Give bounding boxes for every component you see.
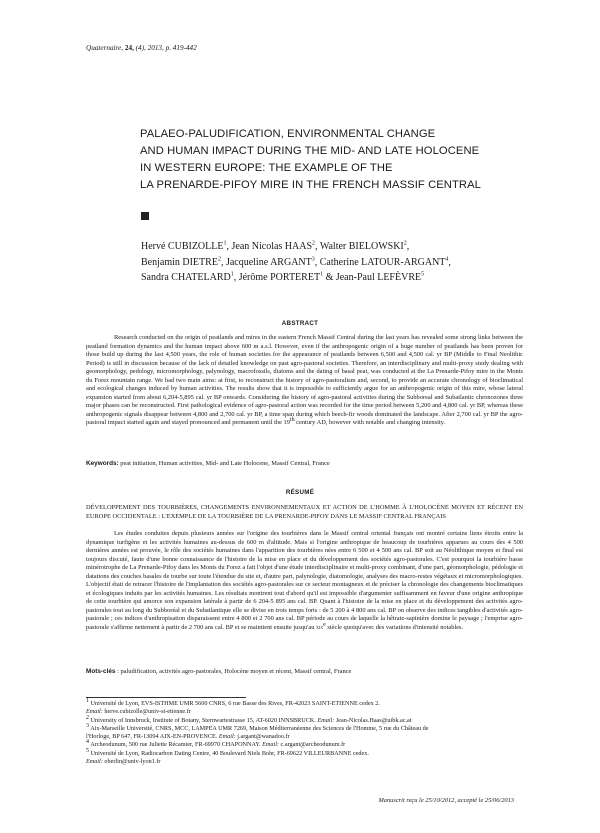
footnote-line: [86, 708, 523, 716]
footnote-text: Université de Lyon, EVS-ISTHME UMR 5600 CNRS, 6 rue Basse des Rives, FR-42023 SAINT-ETIENNE cedex 2.: [89, 700, 380, 707]
author-affiliation-sup: 1: [223, 240, 227, 247]
footnote-number: 3: [86, 722, 89, 729]
mots-cles-list: : paludification, activités agro-pastorales, Holocène moyen et récent, Massif central, France: [115, 668, 352, 675]
resume-text-century: xix: [316, 623, 324, 631]
title-line: AND HUMAN IMPACT DURING THE MID- AND LATE HOLOCENE: [140, 145, 480, 157]
footnote-line: [86, 697, 523, 708]
keywords-label: Keywords:: [86, 460, 119, 467]
title-line: LA PRENARDE-PIFOY MIRE IN THE FRENCH MASSIF CENTRAL: [140, 179, 481, 191]
resume-text-end: siècle quoiqu'avec des variations d'intensité notables.: [325, 623, 464, 631]
article-title: [140, 126, 580, 194]
footnote-text: Université de Lyon, Radiocarbon Dating Centre, 40 Boulevard Niels Bohr, FR-69622 VILLEURBANNE cedex.: [89, 749, 369, 757]
author-line: [141, 239, 581, 255]
abstract-text-end: century AD, however with notable and changing intensity.: [294, 419, 446, 426]
mots-cles-label: Mots-clés: [86, 668, 116, 675]
author-affiliation-sup: 1: [320, 271, 324, 278]
journal-issue-pages: (4), 2013, p. 419-442: [133, 44, 197, 52]
author-name: ,: [406, 241, 410, 252]
author-line: [141, 270, 581, 286]
footnote-text: Archeodunum, 500 rue Juliette Récamier, FR-69970 CHAPONNAY.: [89, 741, 263, 749]
email-label: Email:: [262, 741, 279, 749]
footnote-line: [86, 758, 523, 766]
email-label: Email:: [86, 708, 103, 716]
author-line: [141, 255, 581, 271]
author-name: , Jérôme PORTERET: [233, 272, 321, 283]
author-name: Benjamin DIETRE: [141, 256, 218, 268]
footnote-line: [86, 747, 523, 758]
journal-header: [86, 44, 197, 52]
email-label: Email:: [317, 716, 335, 724]
abstract-keywords: [86, 460, 523, 469]
resume-keywords: [86, 668, 523, 677]
footnotes: [86, 697, 523, 766]
footnote-line: [86, 722, 523, 733]
author-affiliation-sup: 3: [311, 256, 315, 263]
footnote-text: Aix-Marseille Université, CNRS, MCC, LAMPEA UMR 7269, Maison Méditerranéenne des Sciences de l'Homme, 5 rue du Château de: [89, 724, 429, 732]
resume-text: [86, 530, 523, 632]
keywords-list: peat initiation, Human activities, Mid- and Late Holocene, Massif Central, France: [118, 460, 330, 467]
footnote-number: 5: [86, 747, 89, 754]
author-affiliation-sup: 1: [230, 271, 234, 278]
author-name: , Jacqueline ARGANT: [220, 256, 312, 268]
footnote-line: [86, 741, 523, 749]
author-name: , Jean Nicolas HAAS: [226, 241, 313, 252]
footnote-divider: [86, 697, 246, 698]
email-label: Email:: [86, 758, 103, 766]
resume-text-sup: e: [323, 621, 326, 628]
author-affiliation-sup: 2: [312, 240, 316, 247]
footnote-number: 4: [86, 739, 89, 746]
abstract-heading: ABSTRACT: [281, 320, 319, 327]
resume-heading: RÉSUMÉ: [285, 489, 315, 496]
journal-volume: 24,: [124, 44, 134, 52]
abstract-text: [86, 334, 523, 428]
author-affiliation-sup: 2: [217, 256, 221, 263]
abstract-text-main: Research conducted on the origin of peatlands and mires in the eastern French Massif Central during the last years has revealed some strong links between the peatland formation dynamics and the human impact above 600 m a.s.l. However, even if the anthropogenic origin of a huge number of peatlands has been proven for those build up during the last 4,500 years, the role of human societies for the appearance of peatlands between 6,500 and 4,500 cal. yr BP (Middle to Final Neolithic Period) is still in discussion because of the lack of detailed knowledge on past agro-pastoral societies. Therefore, an interdisciplinary and multi-proxy study dealing with geomorphology, pedology, micromorphology, palynology, macrofossils, diatoms and the dating of basal peat, was conducted at the La Prenarde-Pifoy mire in the Monts du Forez mountain range. We had two main aims: at first, to reconstruct the history of agro-pastoralism and, second, to provide an accurate chronology of bioclimatical and ecological changes induced by human activities. The results show that it is impossible to sufficiently argue for an anthropogenic origin of this mire, whose lateral expansion started from about 6,204-5,895 cal. yr BP onwards. Considering the history of agro-pastoral activities during the Subboreal and Subatlantic chronozones three major phases can be reconstructed. First pathological evidence of agro-pastoral action was recorded for the time period between 5,200 and 4,800 cal. yr BP, whereas these anthropogenic signals disappear between 4,800 and 2,700 cal. yr BP, a time span during which beech-fir woods dominated the landscape. After 2,700 cal. yr BP the agro-pastoral impact started again and stayed pronounced and permanent until the 19: [86, 334, 523, 426]
footnote-text: l'Horloge, BP 647, FR-13094 AIX-EN-PROVENCE.: [86, 733, 219, 741]
email-address[interactable]: Jean-Nicolas.Haas@uibk.ac.at: [334, 716, 412, 724]
title-line: PALAEO-PALUDIFICATION, ENVIRONMENTAL CHANGE: [140, 128, 436, 140]
author-name: ,: [448, 256, 451, 268]
author-list: [141, 239, 581, 286]
author-name: , Walter BIELOWSKI: [315, 241, 404, 252]
abstract-text-sup: th: [289, 416, 295, 423]
manuscript-dates: Manuscrit reçu le 25/10/2012, accepté le 25/06/2013: [378, 797, 514, 804]
email-label: Email:: [218, 733, 236, 741]
author-name: , Catherine LATOUR-ARGANT: [314, 256, 446, 268]
footnote-line: [86, 714, 523, 725]
footnote-text: herve.cubizolle@univ-st-etienne.fr: [102, 708, 191, 716]
resume-title: DÉVELOPPEMENT DES TOURBIÈRES, CHANGEMENTS ENVIRONNEMENTAUX ET ACTION DE L'HOMME À L'HOLOCÈNE MOYEN ET RÉCENT EN EUROPE OCCIDENTALE : L'EXEMPLE DE LA TOURBIÈRE DE LA PRENARDE-PIFOY DANS LE MASSIF CENTRAL FRANÇAIS: [86, 504, 523, 520]
journal-name: Quaternaire,: [86, 44, 124, 52]
author-affiliation-sup: 5: [421, 271, 425, 278]
email-address[interactable]: c.argant@archeodunum.fr: [279, 741, 346, 749]
footnote-text: oberlin@univ-lyon1.fr: [102, 758, 161, 766]
author-affiliation-sup: 2: [403, 240, 407, 247]
author-name: Sandra CHATELARD: [141, 272, 231, 283]
section-marker-square: [141, 212, 149, 220]
footnote-number: 1: [86, 697, 89, 704]
resume-text-main: Les études conduites depuis plusieurs années sur l'origine des tourbières dans le Massif central oriental français ont montré certains liens étroits entre la dynamique turfigène et les activités humaines au-dessus de 600 m d'altitude. Mais si l'origine anthropique de beaucoup de tourbières apparues au cours des 4 500 dernières années est prouvée, le rôle des sociétés humaines dans l'apparition des tourbières nées entre 6 500 et 4 500 ans cal. BP soit au Néolithique moyen et final est toujours discuté, faute d'une bonne connaissance de l'histoire de la mise en place et du développement des sociétés agro-pastorales. C'est pourquoi la tourbière basse minérotrophe de La Prenarde-Pifoy dans les Monts du Forez a fait l'objet d'une étude interdisciplinaire et multi-proxy combinant, d'une part, géomorphologie, pédologie et datations des couches basales de tourbe sur toute l'étendue du site et, d'autre part, palynologie, diatomologie, analyses des macro-restes végétaux et micromorphologiques. L'objectif était de retracer l'histoire de l'implantation des sociétés agro-pastorales sur ce secteur montagneux et de préciser la chronologie des changements bioclimatiques et écologiques induits par les activités humaines. Les résultats montrent tout d'abord qu'il est impossible d'argumenter suffisamment en faveur d'une origine anthropique de cette tourbière qui amorce son expansion latérale à partir de 6 204-5 895 ans cal. BP. Quant à l'histoire de la mise en place et du développement des activités agro-pastorales tout au long du Subboréal et du Subatlantique elle se divise en trois temps forts : de 5 200 à 4 800 ans cal. BP on observe des indices tangibles d'activités agro-pastorale ; ces indices d'anthropisation disparaissent entre 4 800 et 2 700 ans cal. BP période au cours de laquelle la hêtraie-sapinière domine le paysage ; l'emprise agro-pastorale s'affirme nettement à partir de 2 700 ans cal. BP et se maintient ensuite jusqu'au: [86, 530, 524, 631]
title-line: IN WESTERN EUROPE: THE EXAMPLE OF THE: [140, 162, 393, 174]
author-name: Hervé CUBIZOLLE: [141, 241, 224, 252]
footnote-text: University of Innsbruck, Institute of Botany, Sternwartestrasse 15, AT-6020 INNSBRUCK.: [89, 716, 318, 724]
footnote-number: 2: [86, 714, 89, 721]
author-name: & Jean-Paul LEFÈVRE: [323, 272, 422, 283]
author-affiliation-sup: 4: [445, 256, 449, 263]
email-address[interactable]: j.argant@wanadoo.fr: [235, 733, 290, 741]
